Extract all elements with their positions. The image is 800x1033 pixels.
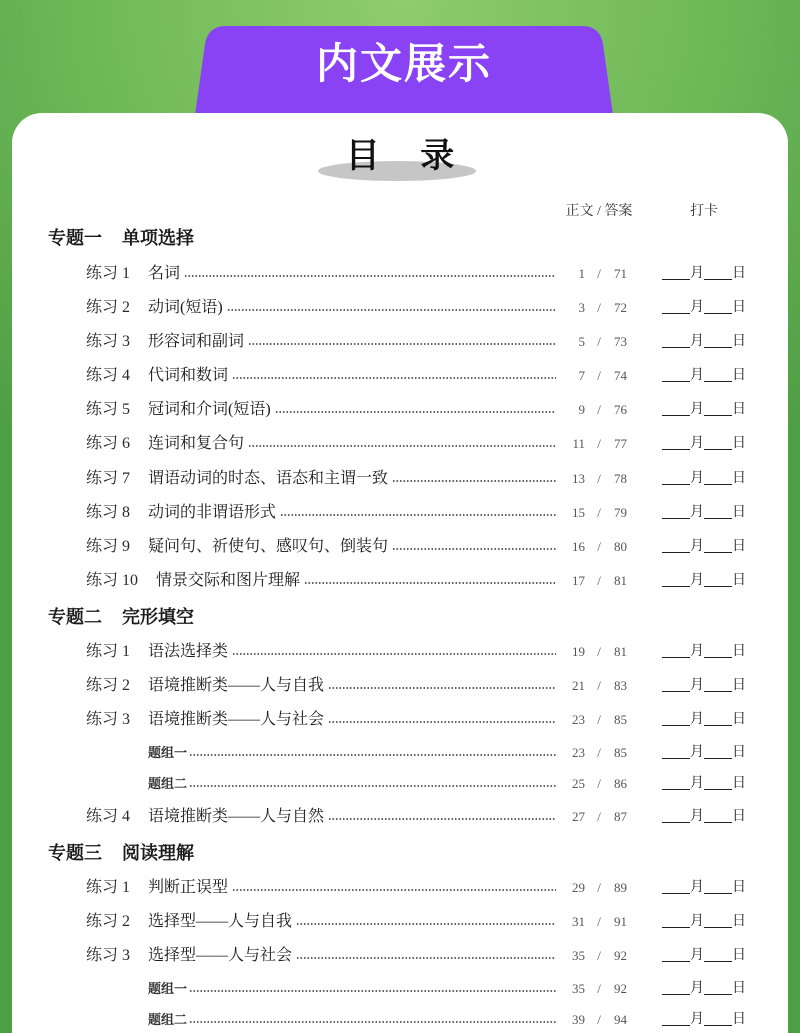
day-label: 日 <box>732 880 746 895</box>
row-text <box>148 773 556 795</box>
exercise-title: 语境推断类——人与社会 <box>148 711 325 728</box>
answer-page-number: 87 <box>614 809 627 824</box>
checkin-date <box>662 773 746 795</box>
banner-title: 内文展示 <box>315 40 492 87</box>
checkin-date <box>662 742 746 764</box>
group-label: 题组二 <box>148 1012 188 1027</box>
toc-row <box>0 877 800 899</box>
exercise-label: 练习 2 <box>86 913 131 930</box>
text-page-number: 15 <box>572 505 585 520</box>
row-text <box>86 911 556 933</box>
month-label: 月 <box>690 573 704 588</box>
exercise-title: 选择型——人与社会 <box>148 947 293 964</box>
toc-row <box>0 263 800 285</box>
exercise-title: 动词(短语) <box>148 299 223 316</box>
text-page-number: 17 <box>572 573 585 588</box>
exercise-title: 谓语动词的时态、语态和主谓一致 <box>148 470 389 487</box>
exercise-label: 练习 1 <box>86 265 131 282</box>
day-label: 日 <box>732 644 746 659</box>
day-blank <box>704 468 732 485</box>
exercise-title: 语境推断类——人与自然 <box>148 808 325 825</box>
page-separator: / <box>597 809 601 824</box>
page-separator: / <box>597 981 601 996</box>
day-label: 日 <box>732 266 746 281</box>
toc-row <box>0 806 800 828</box>
month-label: 月 <box>690 471 704 486</box>
checkin-date <box>662 365 746 387</box>
month-label: 月 <box>690 776 704 791</box>
row-text <box>86 806 556 828</box>
day-label: 日 <box>732 402 746 417</box>
checkin-date <box>662 570 746 592</box>
month-label: 月 <box>690 745 704 760</box>
day-label: 日 <box>732 334 746 349</box>
toc-row <box>0 502 800 524</box>
page-separator: / <box>597 745 601 760</box>
dot-leader <box>189 773 556 795</box>
month-blank <box>662 911 690 928</box>
page-separator: / <box>597 1012 601 1027</box>
row-text <box>86 365 556 387</box>
exercise-title: 选择型——人与自我 <box>148 913 293 930</box>
dot-leader <box>296 911 556 933</box>
answer-page-number: 74 <box>614 368 627 383</box>
day-blank <box>704 709 732 726</box>
day-label: 日 <box>732 539 746 554</box>
day-blank <box>704 263 732 280</box>
day-label: 日 <box>732 505 746 520</box>
day-blank <box>704 773 732 790</box>
section-number: 专题一 <box>48 228 102 248</box>
row-text <box>86 570 556 592</box>
checkin-date <box>662 502 746 524</box>
dot-leader <box>296 945 556 967</box>
exercise-label: 练习 3 <box>86 711 131 728</box>
exercise-label: 练习 1 <box>86 879 131 896</box>
exercise-title: 连词和复合句 <box>148 435 245 452</box>
toc-row <box>0 709 800 731</box>
checkin-date <box>662 911 746 933</box>
day-label: 日 <box>732 776 746 791</box>
toc-row <box>0 675 800 697</box>
toc-row <box>0 468 800 490</box>
answer-page-number: 81 <box>614 644 627 659</box>
checkin-date <box>662 331 746 353</box>
section-heading <box>48 226 194 250</box>
exercise-title: 形容词和副词 <box>148 333 245 350</box>
day-blank <box>704 399 732 416</box>
month-blank <box>662 365 690 382</box>
answer-page-number: 85 <box>614 745 627 760</box>
pages-column-header: 正文 / 答案 <box>565 204 633 219</box>
dot-leader <box>328 675 556 697</box>
toc-row <box>0 433 800 455</box>
section-heading <box>48 605 194 629</box>
exercise-label: 练习 9 <box>86 538 131 555</box>
row-text <box>86 263 556 285</box>
text-page-number: 21 <box>572 678 585 693</box>
page-separator: / <box>597 436 601 451</box>
text-page-number: 3 <box>578 300 585 315</box>
month-blank <box>662 742 690 759</box>
text-page-number: 16 <box>572 539 585 554</box>
text-page-number: 23 <box>572 745 585 760</box>
month-label: 月 <box>690 402 704 417</box>
month-blank <box>662 468 690 485</box>
month-blank <box>662 536 690 553</box>
dot-leader <box>189 1009 556 1031</box>
day-blank <box>704 297 732 314</box>
answer-page-number: 86 <box>614 776 627 791</box>
toc-row <box>0 911 800 933</box>
exercise-label: 练习 2 <box>86 677 131 694</box>
month-blank <box>662 331 690 348</box>
page-separator: / <box>597 644 601 659</box>
row-text <box>86 331 556 353</box>
month-blank <box>662 433 690 450</box>
month-blank <box>662 773 690 790</box>
exercise-label: 练习 7 <box>86 470 131 487</box>
day-label: 日 <box>732 745 746 760</box>
day-label: 日 <box>732 436 746 451</box>
text-page-number: 39 <box>572 1012 585 1027</box>
day-label: 日 <box>732 1012 746 1027</box>
toc-row <box>0 570 800 592</box>
exercise-label: 练习 6 <box>86 435 131 452</box>
section-number: 专题二 <box>48 607 102 627</box>
toc-subrow <box>0 742 800 764</box>
row-text <box>86 468 556 490</box>
row-text <box>148 978 556 1000</box>
exercise-label: 练习 1 <box>86 643 131 660</box>
day-label: 日 <box>732 300 746 315</box>
day-label: 日 <box>732 914 746 929</box>
page-separator: / <box>597 678 601 693</box>
page-separator: / <box>597 712 601 727</box>
day-blank <box>704 806 732 823</box>
exercise-label: 练习 3 <box>86 333 131 350</box>
exercise-title: 语法选择类 <box>148 643 229 660</box>
month-blank <box>662 263 690 280</box>
day-blank <box>704 911 732 928</box>
toc-row <box>0 297 800 319</box>
exercise-title: 冠词和介词(短语) <box>148 401 271 418</box>
exercise-label: 练习 10 <box>86 572 139 589</box>
answer-page-number: 80 <box>614 539 627 554</box>
month-blank <box>662 978 690 995</box>
exercise-title: 疑问句、祈使句、感叹句、倒装句 <box>148 538 389 555</box>
section-number: 专题三 <box>48 843 102 863</box>
dot-leader <box>328 709 556 731</box>
day-label: 日 <box>732 981 746 996</box>
page-separator: / <box>597 914 601 929</box>
text-page-number: 7 <box>578 368 585 383</box>
exercise-label: 练习 4 <box>86 808 131 825</box>
day-blank <box>704 502 732 519</box>
exercise-title: 动词的非谓语形式 <box>148 504 277 521</box>
checkin-column-header: 打卡 <box>690 204 718 219</box>
toc-subrow <box>0 978 800 1000</box>
row-text <box>148 742 556 764</box>
section-name: 单项选择 <box>122 228 194 248</box>
row-text <box>148 1009 556 1031</box>
month-label: 月 <box>690 300 704 315</box>
checkin-date <box>662 468 746 490</box>
toc-row <box>0 641 800 663</box>
text-page-number: 5 <box>578 334 585 349</box>
exercise-title: 语境推断类——人与自我 <box>148 677 325 694</box>
exercise-title: 名词 <box>148 265 181 282</box>
answer-page-number: 78 <box>614 471 627 486</box>
day-blank <box>704 1009 732 1026</box>
month-blank <box>662 675 690 692</box>
text-page-number: 13 <box>572 471 585 486</box>
group-label: 题组一 <box>148 981 188 996</box>
day-blank <box>704 536 732 553</box>
exercise-label: 练习 5 <box>86 401 131 418</box>
day-blank <box>704 331 732 348</box>
day-blank <box>704 978 732 995</box>
exercise-title: 判断正误型 <box>148 879 229 896</box>
answer-page-number: 81 <box>614 573 627 588</box>
day-blank <box>704 742 732 759</box>
month-label: 月 <box>690 334 704 349</box>
day-blank <box>704 433 732 450</box>
checkin-date <box>662 709 746 731</box>
month-label: 月 <box>690 948 704 963</box>
month-label: 月 <box>690 880 704 895</box>
text-page-number: 19 <box>572 644 585 659</box>
page-separator: / <box>597 368 601 383</box>
dot-leader <box>248 433 556 455</box>
month-blank <box>662 877 690 894</box>
text-page-number: 35 <box>572 981 585 996</box>
row-text <box>86 502 556 524</box>
exercise-title: 情景交际和图片理解 <box>156 572 301 589</box>
page-separator: / <box>597 776 601 791</box>
answer-page-number: 73 <box>614 334 627 349</box>
answer-page-number: 76 <box>614 402 627 417</box>
row-text <box>86 641 556 663</box>
dot-leader <box>189 742 556 764</box>
checkin-date <box>662 263 746 285</box>
text-page-number: 31 <box>572 914 585 929</box>
text-page-number: 23 <box>572 712 585 727</box>
answer-page-number: 91 <box>614 914 627 929</box>
month-label: 月 <box>690 678 704 693</box>
toc-row <box>0 399 800 421</box>
month-label: 月 <box>690 809 704 824</box>
toc-title: 目 录 <box>345 138 455 175</box>
dot-leader <box>392 536 556 558</box>
day-blank <box>704 365 732 382</box>
section-heading <box>48 841 194 865</box>
day-blank <box>704 570 732 587</box>
page-separator: / <box>597 334 601 349</box>
checkin-date <box>662 433 746 455</box>
row-text <box>86 709 556 731</box>
checkin-date <box>662 641 746 663</box>
page-separator: / <box>597 573 601 588</box>
day-label: 日 <box>732 471 746 486</box>
section-name: 阅读理解 <box>122 843 194 863</box>
month-blank <box>662 297 690 314</box>
checkin-date <box>662 1009 746 1031</box>
month-blank <box>662 641 690 658</box>
checkin-date <box>662 399 746 421</box>
dot-leader <box>275 399 556 421</box>
row-text <box>86 433 556 455</box>
day-blank <box>704 641 732 658</box>
dot-leader <box>280 502 556 524</box>
exercise-label: 练习 3 <box>86 947 131 964</box>
text-page-number: 11 <box>572 436 585 451</box>
dot-leader <box>184 263 556 285</box>
answer-page-number: 92 <box>614 981 627 996</box>
dot-leader <box>232 877 556 899</box>
text-page-number: 29 <box>572 880 585 895</box>
answer-page-number: 92 <box>614 948 627 963</box>
page-separator: / <box>597 948 601 963</box>
month-label: 月 <box>690 539 704 554</box>
checkin-date <box>662 536 746 558</box>
row-text <box>86 297 556 319</box>
checkin-date <box>662 978 746 1000</box>
page-separator: / <box>597 880 601 895</box>
group-label: 题组二 <box>148 776 188 791</box>
month-label: 月 <box>690 436 704 451</box>
day-blank <box>704 675 732 692</box>
answer-page-number: 77 <box>614 436 627 451</box>
month-blank <box>662 709 690 726</box>
dot-leader <box>227 297 556 319</box>
month-label: 月 <box>690 644 704 659</box>
day-blank <box>704 945 732 962</box>
text-page-number: 9 <box>578 402 585 417</box>
page-separator: / <box>597 471 601 486</box>
day-blank <box>704 877 732 894</box>
month-blank <box>662 570 690 587</box>
answer-page-number: 94 <box>614 1012 627 1027</box>
toc-subrow <box>0 1009 800 1031</box>
row-text <box>86 877 556 899</box>
exercise-label: 练习 4 <box>86 367 131 384</box>
toc-row <box>0 365 800 387</box>
dot-leader <box>232 365 556 387</box>
checkin-date <box>662 675 746 697</box>
answer-page-number: 71 <box>614 266 627 281</box>
day-label: 日 <box>732 368 746 383</box>
answer-page-number: 85 <box>614 712 627 727</box>
toc-subrow <box>0 773 800 795</box>
page-separator: / <box>597 402 601 417</box>
text-page-number: 25 <box>572 776 585 791</box>
month-label: 月 <box>690 981 704 996</box>
section-name: 完形填空 <box>122 607 194 627</box>
answer-page-number: 72 <box>614 300 627 315</box>
exercise-label: 练习 2 <box>86 299 131 316</box>
month-blank <box>662 806 690 823</box>
exercise-label: 练习 8 <box>86 504 131 521</box>
toc-row <box>0 536 800 558</box>
checkin-date <box>662 806 746 828</box>
toc-row <box>0 945 800 967</box>
row-text <box>86 675 556 697</box>
dot-leader <box>328 806 556 828</box>
dot-leader <box>392 468 556 490</box>
dot-leader <box>232 641 556 663</box>
group-label: 题组一 <box>148 745 188 760</box>
day-label: 日 <box>732 678 746 693</box>
month-label: 月 <box>690 914 704 929</box>
answer-page-number: 83 <box>614 678 627 693</box>
page-separator: / <box>597 266 601 281</box>
month-blank <box>662 1009 690 1026</box>
text-page-number: 1 <box>578 266 585 281</box>
answer-page-number: 89 <box>614 880 627 895</box>
text-page-number: 27 <box>572 809 585 824</box>
day-label: 日 <box>732 573 746 588</box>
exercise-title: 代词和数词 <box>148 367 229 384</box>
checkin-date <box>662 945 746 967</box>
month-label: 月 <box>690 266 704 281</box>
checkin-date <box>662 297 746 319</box>
toc-row <box>0 331 800 353</box>
page-separator: / <box>597 300 601 315</box>
checkin-date <box>662 877 746 899</box>
text-page-number: 35 <box>572 948 585 963</box>
month-label: 月 <box>690 368 704 383</box>
dot-leader <box>189 978 556 1000</box>
day-label: 日 <box>732 948 746 963</box>
dot-leader <box>248 331 556 353</box>
row-text <box>86 536 556 558</box>
page-separator: / <box>597 505 601 520</box>
day-label: 日 <box>732 712 746 727</box>
month-blank <box>662 399 690 416</box>
row-text <box>86 945 556 967</box>
answer-page-number: 79 <box>614 505 627 520</box>
month-label: 月 <box>690 505 704 520</box>
month-label: 月 <box>690 712 704 727</box>
dot-leader <box>304 570 556 592</box>
month-blank <box>662 945 690 962</box>
month-blank <box>662 502 690 519</box>
month-label: 月 <box>690 1012 704 1027</box>
row-text <box>86 399 556 421</box>
page-separator: / <box>597 539 601 554</box>
day-label: 日 <box>732 809 746 824</box>
